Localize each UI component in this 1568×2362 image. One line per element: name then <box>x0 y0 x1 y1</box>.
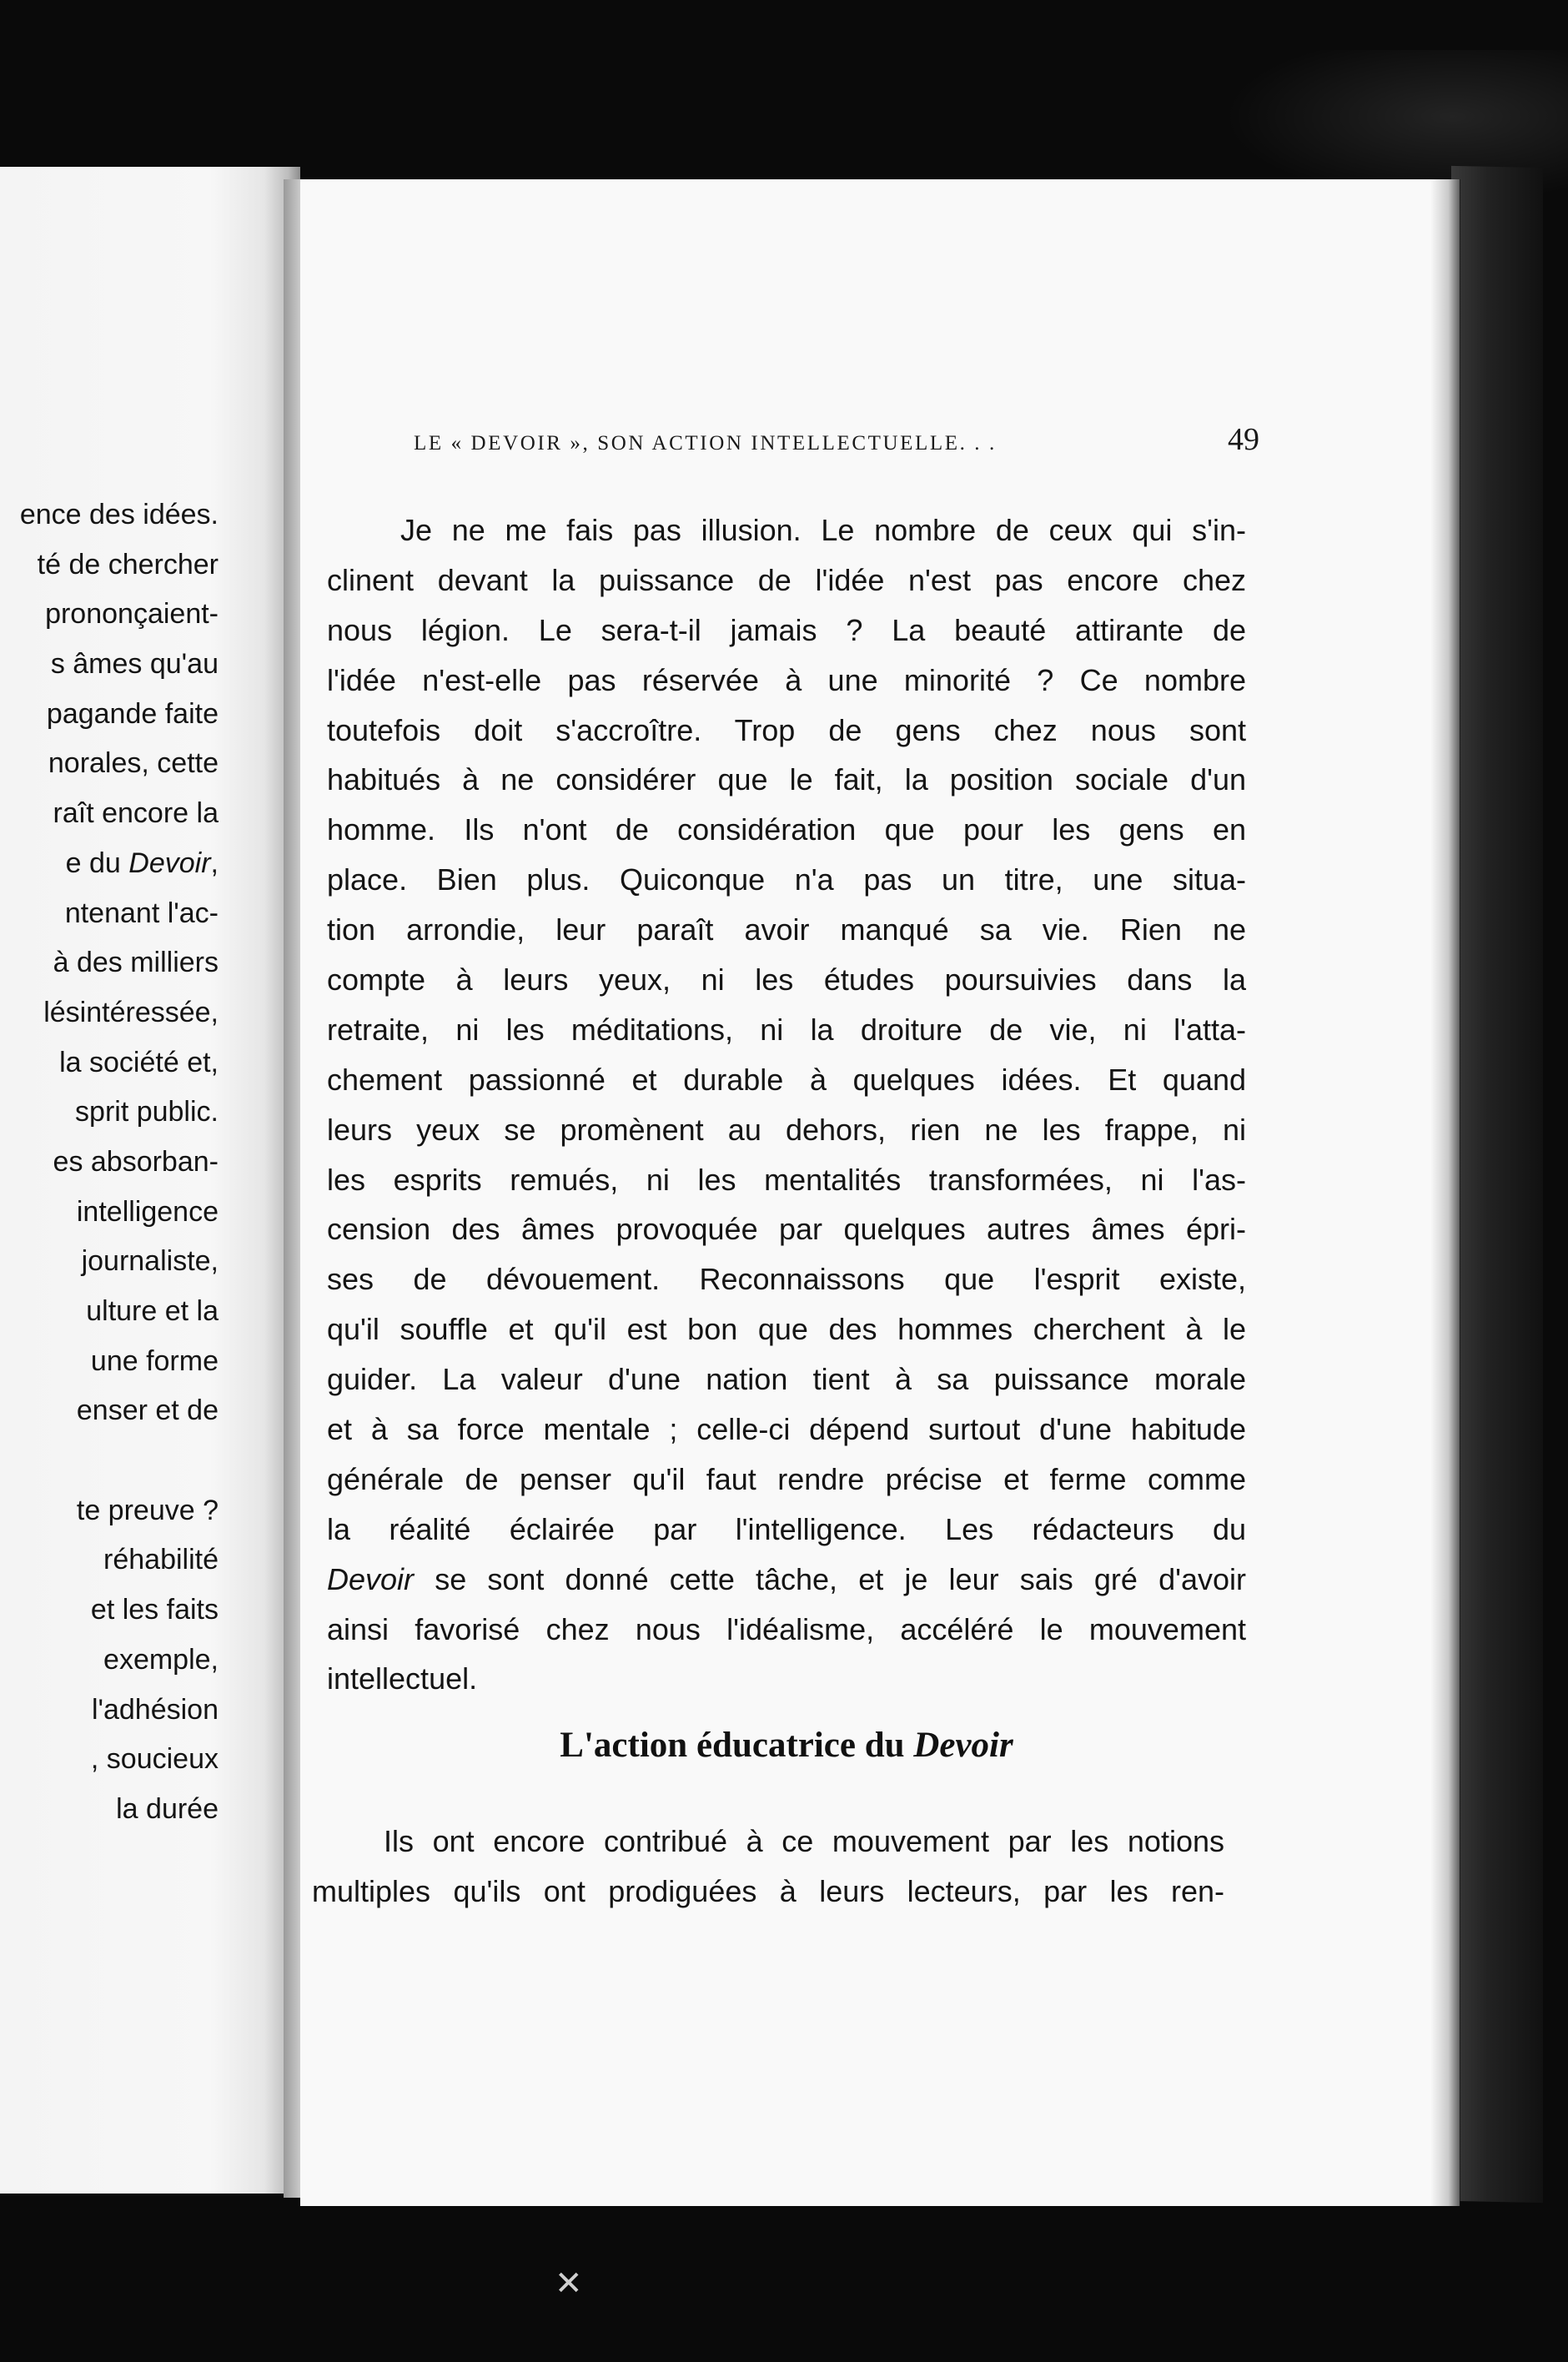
paragraph-1 <box>327 505 1246 1704</box>
left-line: norales, cette <box>48 747 219 780</box>
left-line: raît encore la <box>53 797 219 830</box>
text-line: Ils ont encore contribué à ce mouvement par les notions <box>384 1824 1224 1858</box>
book-cover-edge <box>1451 166 1543 2203</box>
previous-page-text <box>0 490 219 1835</box>
left-line-gap <box>0 1436 219 1486</box>
devoir-italic: Devoir <box>327 1561 415 1596</box>
text-line: qu'il souffle et qu'il est bon que des hommes cherchent à le <box>327 1312 1246 1347</box>
text-line-rest: se sont donné cette tâche, et je leur sais gré d'avoir <box>435 1561 1246 1596</box>
text-line: multiples qu'ils ont prodiguées à leurs lecteurs, par les ren- <box>312 1873 1224 1908</box>
left-line-prefix: e du <box>65 847 129 879</box>
text-line: ses de dévouement. Reconnaissons que l'esprit existe, <box>327 1262 1246 1297</box>
text-line: toutefois doit s'accroître. Trop de gens chez nous sont <box>327 712 1246 747</box>
left-line: ence des idées. <box>19 499 219 530</box>
left-line-devoir <box>0 839 219 889</box>
text-line: clinent devant la puissance de l'idée n'est pas encore chez <box>327 562 1246 597</box>
left-line: à des milliers <box>53 947 219 979</box>
text-line: ainsi favorisé chez nous l'idéalisme, accéléré le mouvement <box>327 1611 1246 1646</box>
section-heading-emph: Devoir <box>913 1726 1013 1765</box>
left-line: journaliste, <box>81 1245 219 1278</box>
text-line: place. Bien plus. Quiconque n'a pas un titre, une situa- <box>327 862 1246 897</box>
text-line: intellectuel. <box>327 1661 478 1696</box>
devoir-italic: Devoir <box>128 847 211 879</box>
text-line: chement passionné et durable à quelques idées. Et quand <box>327 1062 1246 1097</box>
left-line: es absorban- <box>53 1145 219 1178</box>
page-edge-shadow <box>1430 179 1460 2206</box>
left-line: enser et de <box>76 1395 219 1427</box>
left-line: et les faits <box>90 1594 219 1626</box>
left-line: pagande faite <box>46 697 219 730</box>
text-line-devoir <box>327 1555 1246 1605</box>
left-line: la société et, <box>59 1046 219 1078</box>
page-number: 49 <box>1228 422 1259 457</box>
left-line: exemple, <box>103 1643 219 1676</box>
text-line: Je ne me fais pas illusion. Le nombre de ceux qui s'in- <box>400 513 1246 547</box>
text-line: générale de penser qu'il faut rendre précise et ferme comme <box>327 1461 1246 1496</box>
text-line: guider. La valeur d'une nation tient à sa puissance morale <box>327 1362 1246 1397</box>
left-line: une forme <box>90 1344 219 1377</box>
text-line: les esprits remués, ni les mentalités transformées, ni l'as- <box>327 1162 1246 1197</box>
text-line: habitués à ne considérer que le fait, la position sociale d'un <box>327 762 1246 797</box>
text-line: l'idée n'est-elle pas réservée à une minorité ? Ce nombre <box>327 662 1246 697</box>
left-line: te preuve ? <box>76 1494 219 1526</box>
left-line: la durée <box>116 1792 219 1825</box>
left-line: ulture et la <box>86 1295 219 1327</box>
left-line: sprit public. <box>75 1096 219 1128</box>
section-heading <box>327 1725 1246 1766</box>
left-line: prononçaient- <box>45 598 219 631</box>
text-line: nous légion. Le sera-t-il jamais ? La beauté attirante de <box>327 612 1246 647</box>
paragraph-2 <box>312 1817 1224 1917</box>
text-line: compte à leurs yeux, ni les études poursuivies dans la <box>327 962 1246 998</box>
scan-mark: ✕ <box>555 2264 583 2303</box>
left-line: ntenant l'ac- <box>64 897 219 929</box>
text-line: cension des âmes provoquée par quelques autres âmes épri- <box>327 1212 1246 1247</box>
running-header <box>414 421 1259 458</box>
left-line: intelligence <box>76 1195 219 1228</box>
text-line: tion arrondie, leur paraît avoir manqué sa vie. Rien ne <box>327 912 1246 947</box>
text-line: leurs yeux se promènent au dehors, rien ne les frappe, ni <box>327 1112 1246 1147</box>
left-line: l'adhésion <box>91 1693 219 1726</box>
left-line: lésintéressée, <box>43 996 219 1028</box>
text-line: et à sa force mentale ; celle-ci dépend surtout d'une habitude <box>327 1412 1246 1447</box>
text-line: la réalité éclairée par l'intelligence. Les rédacteurs du <box>327 1511 1246 1546</box>
left-line: té de chercher <box>37 548 219 580</box>
text-line: retraite, ni les méditations, ni la droiture de vie, ni l'atta- <box>327 1012 1246 1047</box>
left-line: s âmes qu'au <box>50 648 219 681</box>
left-line-suffix: , <box>210 847 219 879</box>
running-title: LE « DEVOIR », SON ACTION INTELLECTUELLE. . . <box>414 432 997 455</box>
text-line: homme. Ils n'ont de considération que pour les gens en <box>327 812 1246 847</box>
left-line: , soucieux <box>90 1743 219 1776</box>
left-line: réhabilité <box>103 1544 219 1576</box>
section-heading-text: L'action éducatrice du <box>560 1726 905 1765</box>
